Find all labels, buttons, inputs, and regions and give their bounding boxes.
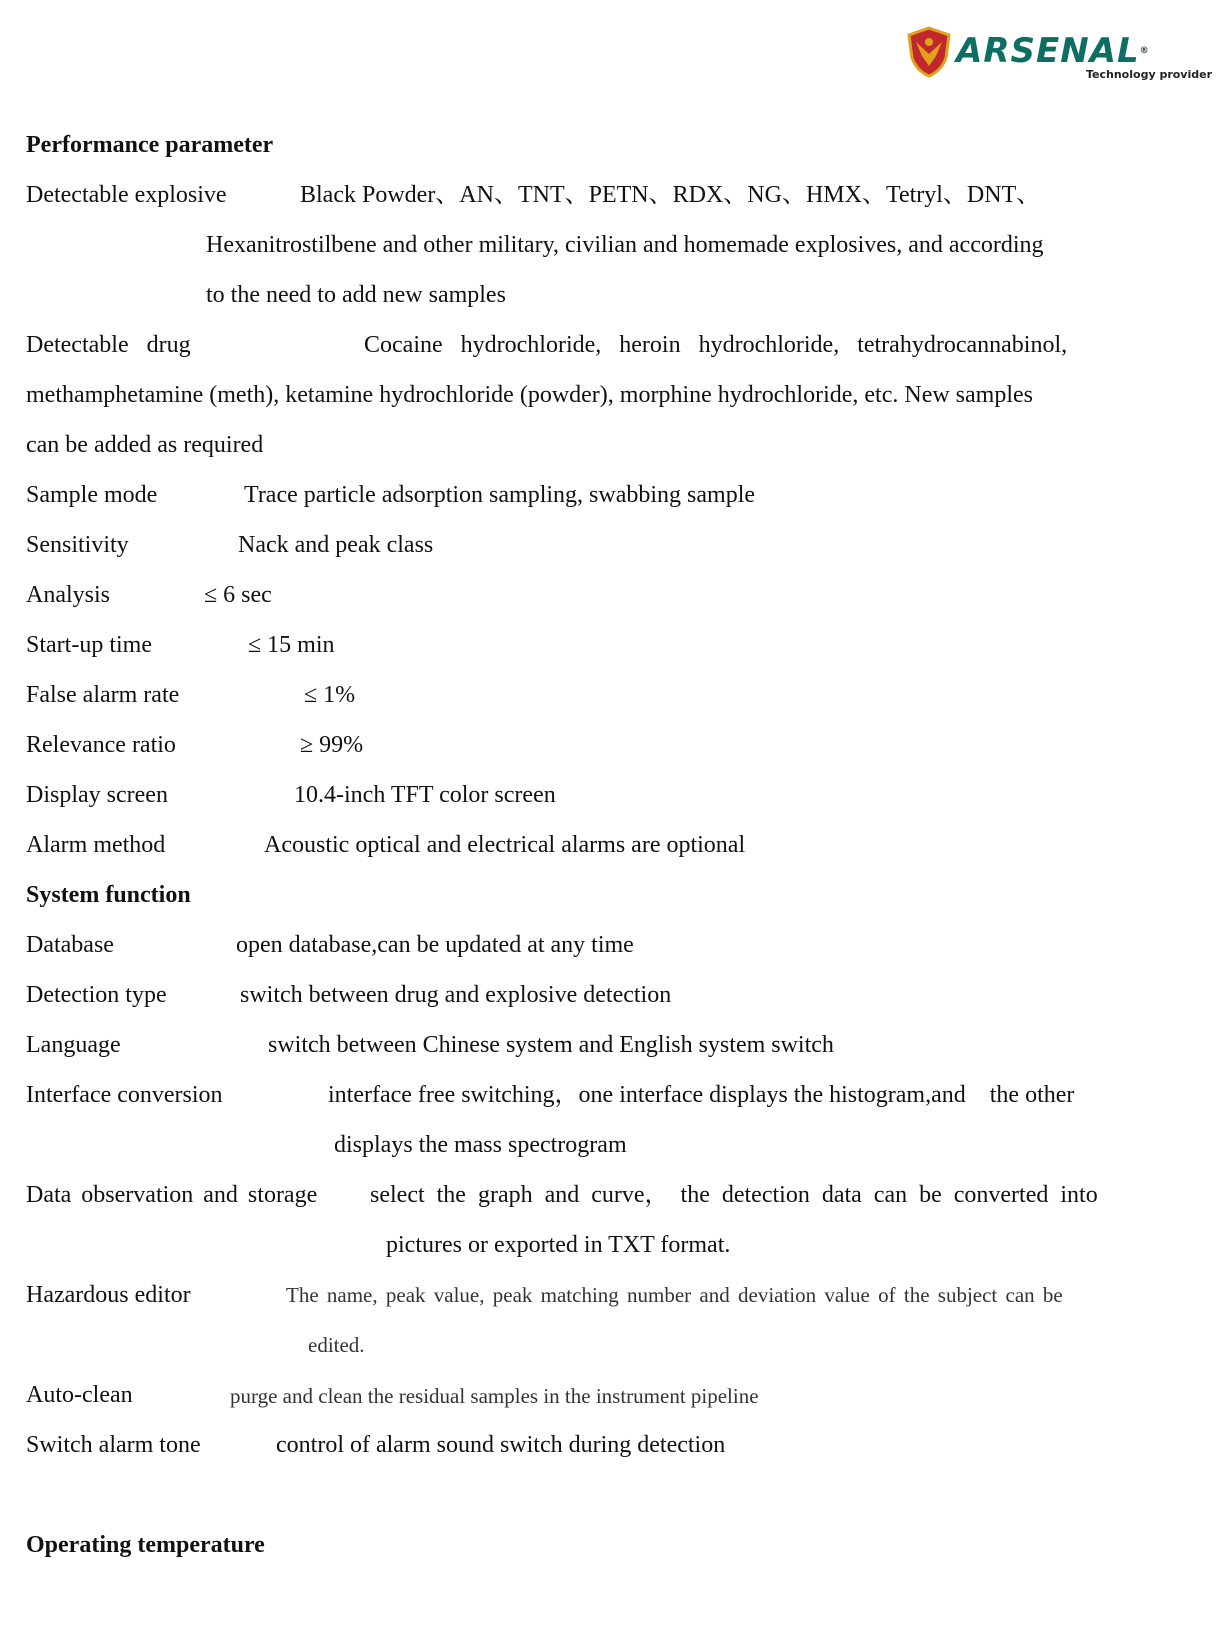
row-label-analysis: Analysis: [26, 582, 110, 608]
row-label-language: Language: [26, 1032, 121, 1058]
row-label-drug: Detectable drug: [26, 332, 191, 358]
row-label-sample-mode: Sample mode: [26, 482, 158, 508]
row-value-drug-1: Cocaine hydrochloride, heroin hydrochloride, tetrahydrocannabinol,: [364, 332, 1068, 358]
row-value-display: 10.4-inch TFT color screen: [294, 782, 556, 808]
row-label-display: Display screen: [26, 782, 168, 808]
brand-name: ARSENAL®: [956, 31, 1150, 71]
section-heading-performance: Performance parameter: [26, 132, 274, 158]
row-value-data-observation-2: pictures or exported in TXT format.: [386, 1232, 731, 1258]
row-value-explosive-1: Black Powder、AN、TNT、PETN、RDX、NG、HMX、Tetryl、DNT、: [300, 182, 1041, 208]
row-value-sample-mode: Trace particle adsorption sampling, swabbing sample: [244, 482, 756, 508]
row-value-drug-2: methamphetamine (meth), ketamine hydrochloride (powder), morphine hydrochloride, etc. New samples: [26, 382, 1034, 408]
row-label-explosive: Detectable explosive: [26, 182, 227, 208]
row-value-interface-1: interface free switching，one interface displays the histogram,and the other: [328, 1082, 1075, 1108]
row-label-alarm-method: Alarm method: [26, 832, 166, 858]
row-label-hazardous: Hazardous editor: [26, 1282, 191, 1308]
row-value-data-observation-1: select the graph and curve， the detection data can be converted into: [370, 1182, 1098, 1208]
row-label-autoclean: Auto-clean: [26, 1382, 133, 1408]
row-label-sensitivity: Sensitivity: [26, 532, 129, 558]
row-value-explosive-2: Hexanitrostilbene and other military, civilian and homemade explosives, and according: [206, 232, 1044, 258]
row-value-alarm-method: Acoustic optical and electrical alarms are optional: [264, 832, 746, 858]
row-value-detection-type: switch between drug and explosive detection: [240, 982, 672, 1008]
row-label-false-alarm: False alarm rate: [26, 682, 180, 708]
row-label-alarm-tone: Switch alarm tone: [26, 1432, 201, 1458]
row-value-language: switch between Chinese system and English system switch: [268, 1032, 834, 1058]
row-label-database: Database: [26, 932, 114, 958]
row-value-sensitivity: Nack and peak class: [238, 532, 434, 558]
row-value-drug-3: can be added as required: [26, 432, 264, 458]
row-label-detection-type: Detection type: [26, 982, 167, 1008]
row-value-relevance: ≥ 99%: [300, 732, 364, 758]
row-label-interface: Interface conversion: [26, 1082, 223, 1108]
row-value-database: open database,can be updated at any time: [236, 932, 634, 958]
section-heading-system: System function: [26, 882, 191, 908]
row-value-startup: ≤ 15 min: [248, 632, 335, 658]
row-value-false-alarm: ≤ 1%: [304, 682, 356, 708]
row-value-alarm-tone: control of alarm sound switch during detection: [276, 1432, 726, 1458]
row-label-startup: Start-up time: [26, 632, 152, 658]
shield-eagle-icon: [906, 26, 952, 78]
row-value-autoclean: purge and clean the residual samples in the instrument pipeline: [230, 1384, 759, 1408]
row-value-hazardous-1: The name, peak value, peak matching number and deviation value of the subject can be: [286, 1283, 1063, 1307]
row-label-data-observation: Data observation and storage: [26, 1182, 318, 1208]
row-value-analysis: ≤ 6 sec: [204, 582, 272, 608]
row-label-relevance: Relevance ratio: [26, 732, 176, 758]
section-heading-operating: Operating temperature: [26, 1532, 265, 1558]
brand-tagline: Technology provider: [1086, 68, 1213, 81]
row-value-explosive-3: to the need to add new samples: [206, 282, 506, 308]
row-value-hazardous-2: edited.: [308, 1333, 365, 1357]
company-logo: [906, 26, 1211, 86]
row-value-interface-2: displays the mass spectrogram: [334, 1132, 627, 1158]
